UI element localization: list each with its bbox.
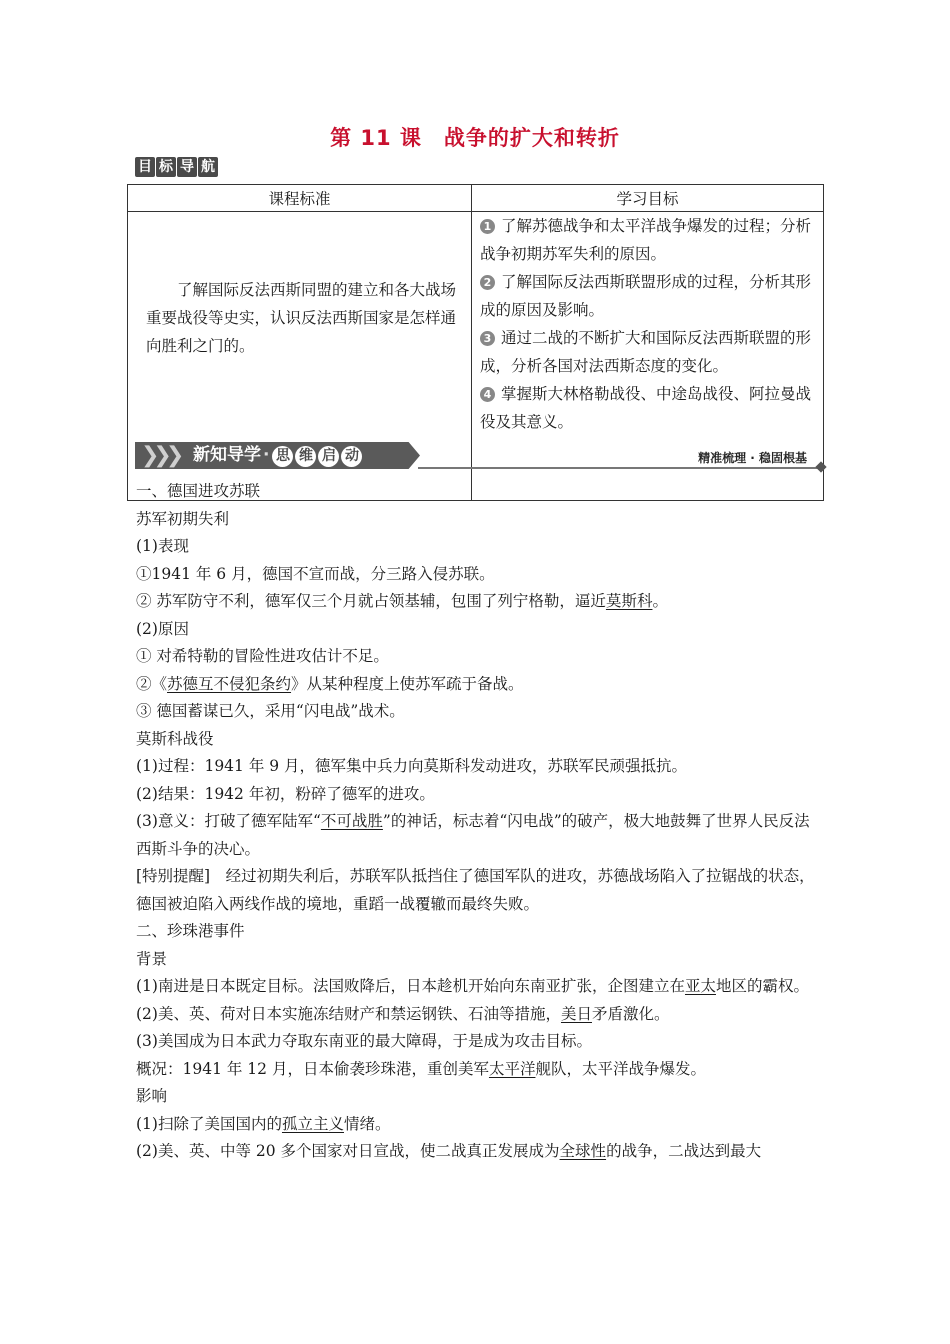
subsection-heading: 苏军初期失利	[136, 509, 230, 528]
text-span: ②《	[136, 674, 168, 693]
objective-text: 了解苏德战争和太平洋战争爆发的过程；分析战争初期苏军失利的原因。	[480, 217, 812, 263]
fill-in-answer: 美日	[560, 1004, 592, 1023]
paragraph: ① 对希特勒的冒险性进攻估计不足。	[136, 647, 389, 665]
header-curriculum-standard: 课程标准	[128, 185, 472, 212]
fill-in-answer: 莫斯科	[605, 592, 653, 610]
paragraph	[136, 1001, 816, 1029]
nav-tag-char: 标	[156, 157, 176, 177]
objective-text: 通过二战的不断扩大和国际反法西斯联盟的形成，分析各国对法西斯态度的变化。	[480, 329, 812, 375]
fill-in-answer: 亚太	[684, 977, 716, 995]
paragraph: (1)表现	[136, 537, 189, 555]
section-heading: 一、德国进攻苏联	[136, 482, 261, 500]
fill-in-answer: 全球性	[559, 1142, 607, 1160]
paragraph	[136, 588, 816, 616]
objective-item	[480, 380, 815, 436]
paragraph: (2)原因	[136, 619, 189, 638]
banner-circled-char: 思	[272, 446, 293, 467]
nav-tag-char: 航	[198, 157, 218, 177]
text-span: 情绪。	[343, 1114, 391, 1133]
paragraph	[136, 808, 816, 863]
special-reminder: [特别提醒] 经过初期失利后，苏联军队抵挡住了德国军队的进攻，苏德战场陷入了拉锯战的状态，德国被迫陷入两线作战的境地，重蹈一战覆辙而最终失败。	[136, 867, 815, 913]
banner-circled-char: 维	[295, 446, 316, 467]
text-span: (1)南进是日本既定目标。法国败降后，日本趁机开始向东南亚扩张，企图建立在	[136, 977, 685, 995]
paragraph	[136, 1111, 816, 1139]
text-span: 舰队，太平洋战争爆发。	[535, 1059, 706, 1078]
subsection-heading: 背景	[136, 949, 168, 968]
paragraph	[136, 973, 816, 1001]
text-span: (3)意义：打破了德军陆军“	[136, 812, 321, 830]
objective-item	[480, 212, 815, 268]
paragraph: (1)过程：1941 年 9 月，德军集中兵力向莫斯科发动进攻，苏联军民顽强抵抗。	[136, 757, 688, 775]
banner-dot: ·	[263, 445, 270, 465]
objective-item	[480, 324, 815, 380]
text-span: 概况：1941 年 12 月，日本偷袭珍珠港，重创美军	[136, 1059, 489, 1078]
text-span: 地区的霸权。	[715, 977, 809, 995]
banner-rule	[418, 467, 819, 469]
fill-in-answer: 不可战胜	[320, 812, 383, 830]
subsection-heading: 莫斯科战役	[136, 729, 214, 748]
text-span: ”的神话，标志着“闪电战”的破产，极大地鼓舞了世界人民反法西斯斗争的决心。	[136, 812, 810, 858]
fill-in-answer: 苏德互不侵犯条约	[167, 674, 292, 693]
text-span: ② 苏军防守不利，德军仅三个月就占领基辅，包围了列宁格勒，逼近	[136, 592, 606, 610]
banner-subtitle: 精准梳理 · 稳固根基	[698, 451, 807, 465]
text-span: 。	[652, 592, 668, 610]
paragraph: (2)结果：1942 年初，粉碎了德军的进攻。	[136, 784, 435, 803]
circled-number-icon: 4	[480, 387, 495, 402]
circled-number-icon: 1	[480, 219, 495, 234]
header-learning-objectives: 学习目标	[472, 185, 824, 212]
banner-title	[193, 442, 363, 469]
fill-in-answer: 太平洋	[488, 1059, 536, 1078]
subsection-heading: 影响	[136, 1087, 168, 1105]
nav-tag-char: 导	[177, 157, 197, 177]
section-heading: 二、珍珠港事件	[136, 922, 245, 940]
paragraph: (3)美国成为日本武力夺取东南亚的最大障碍，于是成为攻击目标。	[136, 1032, 592, 1050]
text-span: 的战争，二战达到最大	[606, 1142, 762, 1160]
text-span: 》从某种程度上使苏军疏于备战。	[291, 674, 524, 693]
section-banner	[135, 440, 825, 470]
paragraph	[136, 1056, 816, 1084]
paragraph: ③ 德国蓄谋已久，采用“闪电战”战术。	[136, 702, 405, 720]
objective-text: 掌握斯大林格勒战役、中途岛战役、阿拉曼战役及其意义。	[480, 385, 812, 431]
circled-number-icon: 3	[480, 331, 495, 346]
nav-tag-char: 目	[135, 157, 155, 177]
text-span: (1)扫除了美国国内的	[136, 1114, 282, 1133]
text-span: 矛盾激化。	[591, 1004, 670, 1023]
fill-in-answer: 孤立主义	[281, 1114, 344, 1133]
banner-circled-char: 动	[341, 446, 362, 467]
text-span: (2)美、英、中等 20 多个国家对日宣战，使二战真正发展成为	[136, 1142, 560, 1160]
double-chevron-icon: ❯❯❯	[141, 443, 179, 468]
paragraph: ①1941 年 6 月，德国不宣而战，分三路入侵苏联。	[136, 564, 495, 583]
objective-item	[480, 268, 815, 324]
banner-circled-char: 启	[318, 446, 339, 467]
banner-title-main: 新知导学	[193, 445, 261, 465]
goal-navigation-tag	[135, 157, 218, 177]
lesson-number: 第 11 课	[330, 126, 422, 150]
lesson-topic: 战争的扩大和转折	[443, 126, 620, 150]
paragraph	[136, 1138, 816, 1166]
paragraph	[136, 671, 816, 699]
lesson-content	[136, 478, 816, 1166]
objective-text: 了解国际反法西斯联盟形成的过程，分析其形成的原因及影响。	[480, 273, 812, 319]
text-span: (2)美、英、荷对日本实施冻结财产和禁运钢铁、石油等措施，	[136, 1004, 561, 1023]
circled-number-icon: 2	[480, 275, 495, 290]
curriculum-standard-text: 了解国际反法西斯同盟的建立和各大战场重要战役等史实，认识反法西斯国家是怎样通向胜利之门的。	[128, 212, 472, 501]
lesson-title	[0, 122, 950, 152]
